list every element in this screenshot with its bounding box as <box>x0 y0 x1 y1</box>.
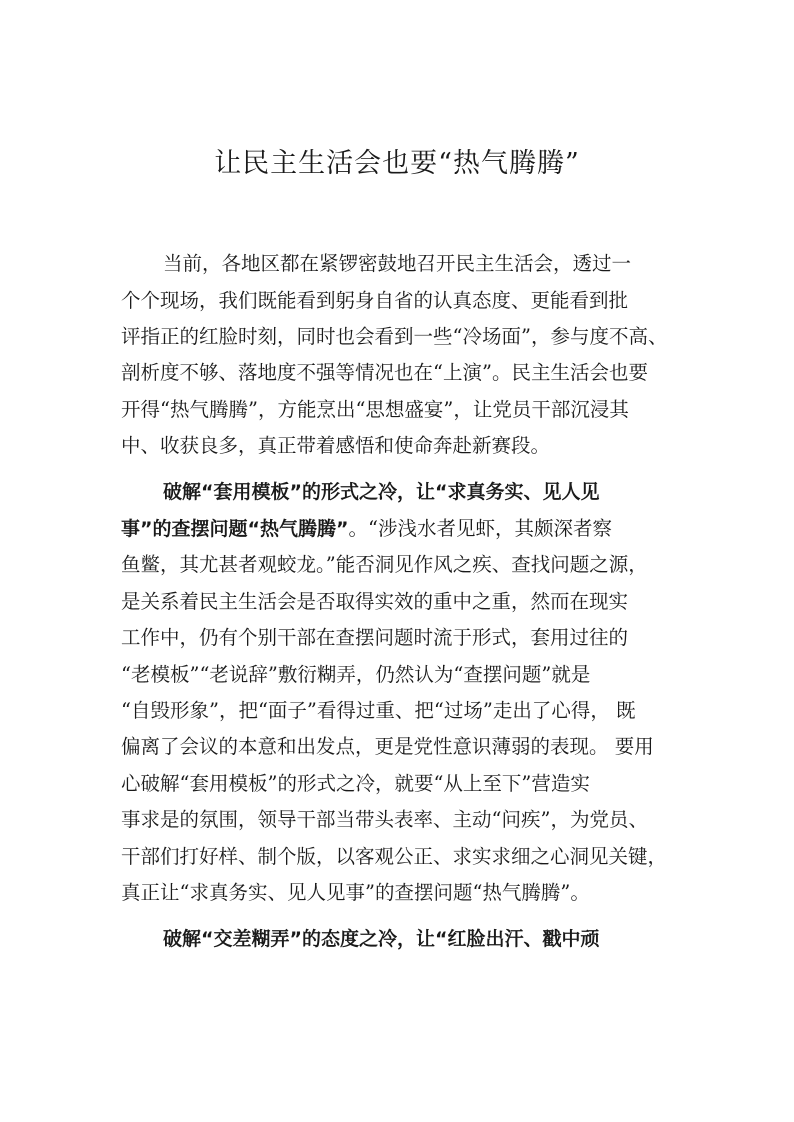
text-line <box>121 396 629 424</box>
text-line <box>121 551 648 579</box>
text-line <box>163 925 599 953</box>
bold-text-segment: 事”的查摆问题“热气腾腾” <box>121 518 349 540</box>
text-segment: 事求是的氛围，领导干部当带头表率、主动“问疾”，为党员、 <box>121 808 648 831</box>
text-line <box>163 478 599 506</box>
text-segment: 中、收获良多，真正带着感悟和使命奔赴新赛段。 <box>121 434 551 457</box>
text-segment: 剖析度不够、落地度不强等情况也在“上演”。民主生活会也要 <box>121 361 648 384</box>
text-line <box>121 624 628 652</box>
bold-text-segment: 破解“套用模板”的形式之冷，让“求真务实、见人见 <box>163 481 600 503</box>
text-segment: 当前，各地区都在紧锣密鼓地召开民主生活会，透过一 <box>163 252 632 275</box>
bold-text-segment: 破解“交差糊弄”的态度之冷，让“红脸出汗、戳中顽 <box>163 928 600 950</box>
text-line <box>121 770 590 798</box>
text-segment: 干部们打好样、制个版，以客观公正、求实求细之心洞见关键， <box>121 845 668 868</box>
text-segment: 真正让“求真务实、见人见事”的查摆问题“热气腾腾”。 <box>121 881 590 904</box>
text-line <box>121 432 550 460</box>
text-segment: 偏离了会议的本意和出发点，更是党性意识薄弱的表现。 要用 <box>121 735 654 758</box>
text-segment: “自毁形象”，把“面子”看得过重、把“过场”走出了心得， 既 <box>121 699 636 722</box>
text-segment: 评指正的红脸时刻，同时也会看到一些“冷场面”，参与度不高、 <box>121 325 668 348</box>
text-line <box>121 588 628 616</box>
text-line <box>121 697 636 725</box>
text-line <box>163 250 631 278</box>
text-line <box>121 359 648 387</box>
text-segment: 工作中，仍有个别干部在查摆问题时流于形式，套用过往的 <box>121 626 629 649</box>
text-segment: 鱼鳖，其尤甚者观蛟龙。”能否洞见作风之疾、查找问题之源， <box>121 553 648 576</box>
text-segment: 是关系着民主生活会是否取得实效的重中之重，然而在现实 <box>121 590 629 613</box>
text-segment: 。“涉浅水者见虾，其颇深者察 <box>348 517 612 540</box>
text-line <box>121 733 654 761</box>
text-segment: 个个现场，我们既能看到躬身自省的认真态度、更能看到批 <box>121 289 629 312</box>
text-segment: “老模板”“老说辞”敷衍糊弄，仍然认为“查摆问题”就是 <box>121 663 591 686</box>
text-segment: 心破解“套用模板”的形式之冷，就要“从上至下”营造实 <box>121 772 590 795</box>
text-line <box>121 323 667 351</box>
text-line <box>121 806 648 834</box>
text-line <box>121 879 590 907</box>
text-line <box>121 287 628 315</box>
text-segment: 开得“热气腾腾”，方能烹出“思想盛宴”，让党员干部沉浸其 <box>121 398 629 421</box>
text-line <box>121 515 612 543</box>
document-title: 让民主生活会也要“热气腾腾” <box>214 148 580 179</box>
text-line <box>121 843 667 871</box>
text-line <box>121 661 590 689</box>
